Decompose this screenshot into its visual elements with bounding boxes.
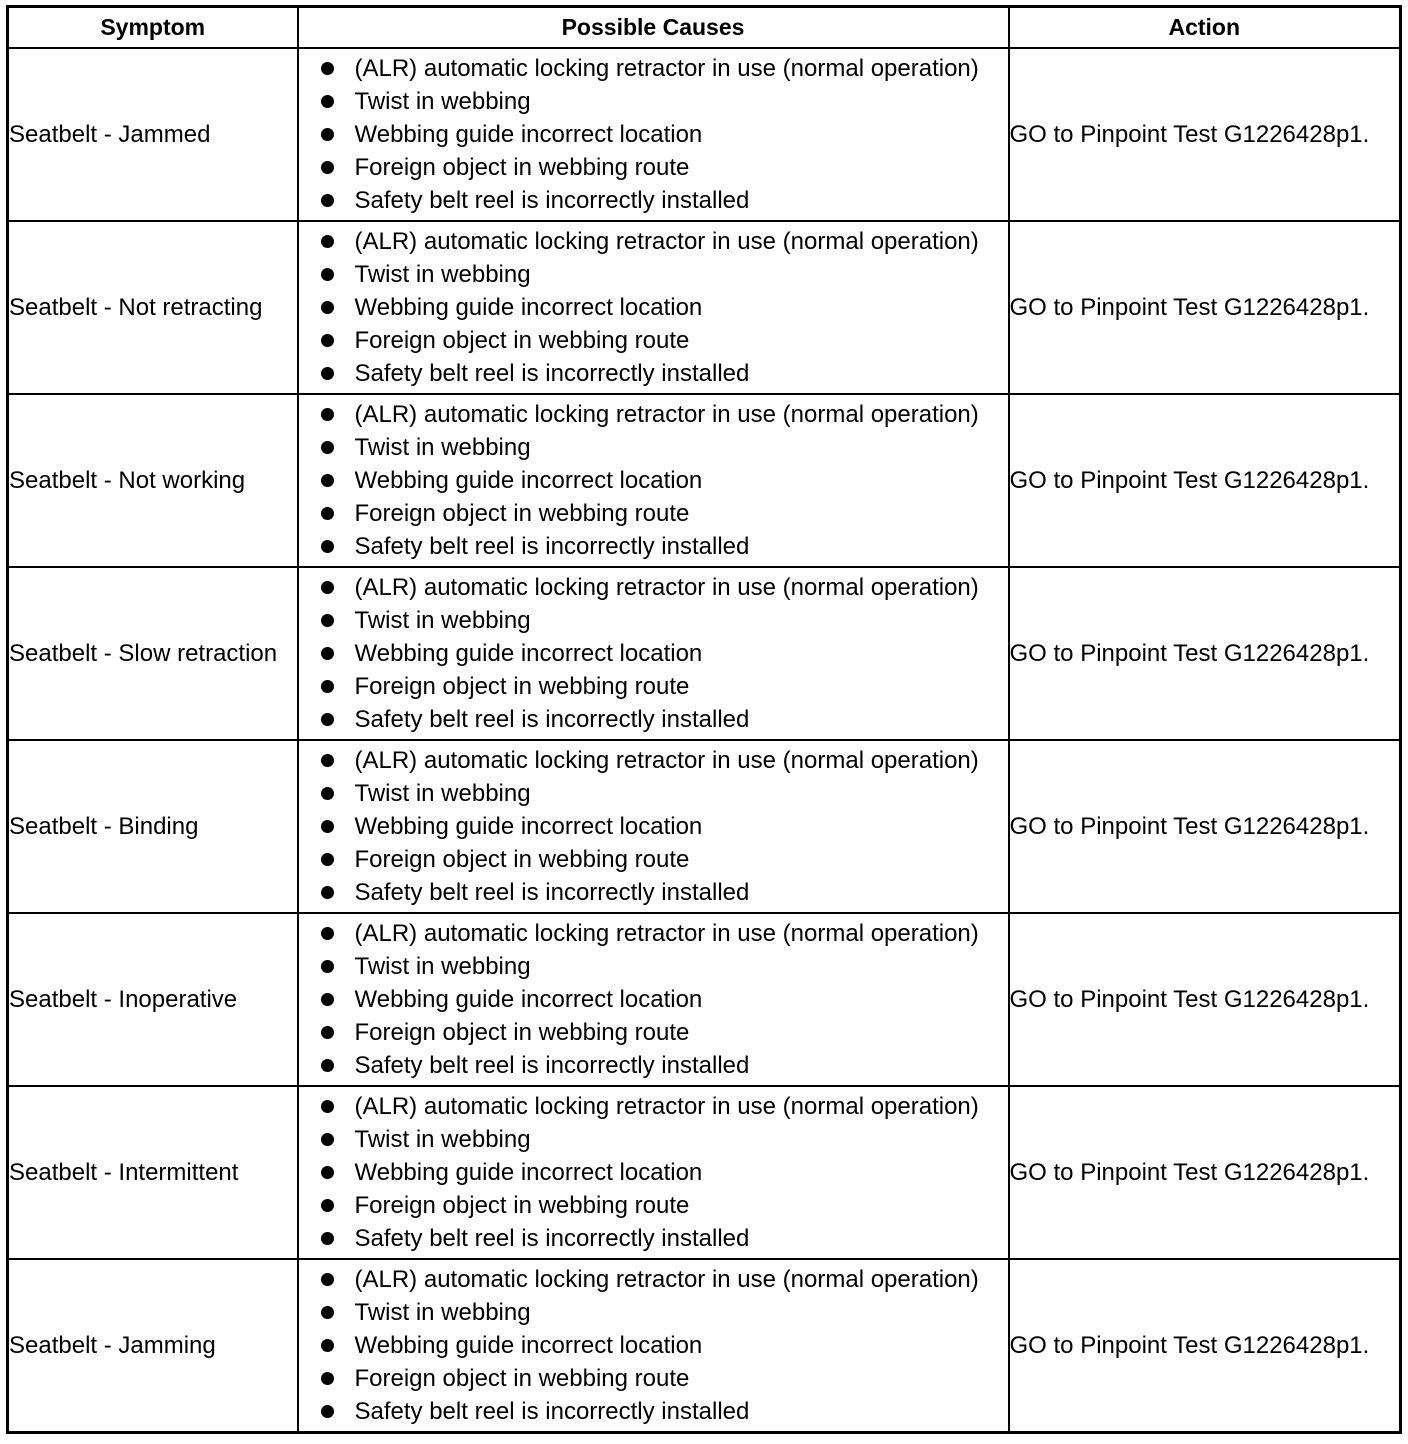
bullet-icon bbox=[321, 194, 334, 207]
cause-text: Foreign object in webbing route bbox=[354, 1019, 690, 1046]
cause-text: Foreign object in webbing route bbox=[354, 500, 690, 527]
cause-item bbox=[321, 1049, 1008, 1082]
bullet-icon bbox=[321, 1306, 334, 1319]
cause-text: Foreign object in webbing route bbox=[354, 1192, 690, 1219]
bullet-icon bbox=[321, 1133, 334, 1146]
action-cell: GO to Pinpoint Test G1226428p1. bbox=[1009, 913, 1401, 1086]
cause-item bbox=[321, 530, 1008, 563]
table-row bbox=[8, 913, 1401, 1086]
symptom-cell: Seatbelt - Jammed bbox=[8, 48, 298, 221]
bullet-icon bbox=[321, 927, 334, 940]
cause-text: Twist in webbing bbox=[354, 88, 531, 115]
table-row bbox=[8, 394, 1401, 567]
action-cell: GO to Pinpoint Test G1226428p1. bbox=[1009, 1259, 1401, 1433]
symptom-cell: Seatbelt - Intermittent bbox=[8, 1086, 298, 1259]
cause-item bbox=[321, 324, 1008, 357]
header-row bbox=[8, 7, 1401, 49]
cause-item bbox=[321, 1329, 1008, 1362]
bullet-icon bbox=[321, 1405, 334, 1418]
causes-list bbox=[299, 744, 1008, 909]
cause-text: (ALR) automatic locking retractor in use (normal operation) bbox=[354, 1093, 979, 1120]
cause-item bbox=[321, 398, 1008, 431]
bullet-icon bbox=[321, 1232, 334, 1245]
cause-item bbox=[321, 1395, 1008, 1428]
cause-item bbox=[321, 1156, 1008, 1189]
cause-item bbox=[321, 876, 1008, 909]
cause-item bbox=[321, 151, 1008, 184]
causes-list bbox=[299, 52, 1008, 217]
cause-item bbox=[321, 810, 1008, 843]
bullet-icon bbox=[321, 1372, 334, 1385]
cause-text: Webbing guide incorrect location bbox=[354, 640, 703, 667]
cause-item bbox=[321, 1123, 1008, 1156]
bullet-icon bbox=[321, 128, 334, 141]
cause-text: (ALR) automatic locking retractor in use (normal operation) bbox=[354, 228, 979, 255]
bullet-icon bbox=[321, 507, 334, 520]
header-symptom: Symptom bbox=[8, 7, 298, 49]
cause-text: Foreign object in webbing route bbox=[354, 154, 690, 181]
causes-cell bbox=[298, 1086, 1009, 1259]
cause-text: Safety belt reel is incorrectly installed bbox=[354, 706, 750, 733]
cause-item bbox=[321, 1222, 1008, 1255]
bullet-icon bbox=[321, 820, 334, 833]
bullet-icon bbox=[321, 540, 334, 553]
cause-item bbox=[321, 52, 1008, 85]
bullet-icon bbox=[321, 680, 334, 693]
bullet-icon bbox=[321, 581, 334, 594]
table-row bbox=[8, 1086, 1401, 1259]
causes-cell bbox=[298, 221, 1009, 394]
cause-text: Webbing guide incorrect location bbox=[354, 467, 703, 494]
bullet-icon bbox=[321, 1199, 334, 1212]
cause-item bbox=[321, 571, 1008, 604]
bullet-icon bbox=[321, 367, 334, 380]
cause-item bbox=[321, 1090, 1008, 1123]
causes-list bbox=[299, 571, 1008, 736]
table-row bbox=[8, 567, 1401, 740]
cause-text: Webbing guide incorrect location bbox=[354, 1159, 703, 1186]
bullet-icon bbox=[321, 993, 334, 1006]
cause-item bbox=[321, 843, 1008, 876]
action-cell: GO to Pinpoint Test G1226428p1. bbox=[1009, 740, 1401, 913]
bullet-icon bbox=[321, 334, 334, 347]
cause-text: Safety belt reel is incorrectly installed bbox=[354, 879, 750, 906]
cause-item bbox=[321, 184, 1008, 217]
action-cell: GO to Pinpoint Test G1226428p1. bbox=[1009, 48, 1401, 221]
cause-text: Foreign object in webbing route bbox=[354, 1365, 690, 1392]
cause-text: Twist in webbing bbox=[354, 780, 531, 807]
table-row bbox=[8, 221, 1401, 394]
cause-text: Twist in webbing bbox=[354, 953, 531, 980]
causes-list bbox=[299, 917, 1008, 1082]
header-possible-causes: Possible Causes bbox=[298, 7, 1009, 49]
cause-text: Twist in webbing bbox=[354, 261, 531, 288]
cause-text: Safety belt reel is incorrectly installed bbox=[354, 1225, 750, 1252]
bullet-icon bbox=[321, 441, 334, 454]
cause-text: (ALR) automatic locking retractor in use (normal operation) bbox=[354, 920, 979, 947]
table-row bbox=[8, 740, 1401, 913]
cause-text: Safety belt reel is incorrectly installed bbox=[354, 1052, 750, 1079]
action-cell: GO to Pinpoint Test G1226428p1. bbox=[1009, 1086, 1401, 1259]
cause-item bbox=[321, 1296, 1008, 1329]
cause-item bbox=[321, 431, 1008, 464]
cause-text: (ALR) automatic locking retractor in use (normal operation) bbox=[354, 1266, 979, 1293]
cause-item bbox=[321, 1362, 1008, 1395]
bullet-icon bbox=[321, 235, 334, 248]
causes-list bbox=[299, 398, 1008, 563]
cause-text: Safety belt reel is incorrectly installed bbox=[354, 360, 750, 387]
bullet-icon bbox=[321, 301, 334, 314]
cause-item bbox=[321, 85, 1008, 118]
cause-text: Safety belt reel is incorrectly installed bbox=[354, 187, 750, 214]
cause-item bbox=[321, 258, 1008, 291]
cause-text: (ALR) automatic locking retractor in use (normal operation) bbox=[354, 401, 979, 428]
cause-item bbox=[321, 1016, 1008, 1049]
bullet-icon bbox=[321, 614, 334, 627]
bullet-icon bbox=[321, 1100, 334, 1113]
cause-text: Webbing guide incorrect location bbox=[354, 813, 703, 840]
symptom-cell: Seatbelt - Jamming bbox=[8, 1259, 298, 1433]
causes-list bbox=[299, 225, 1008, 390]
causes-list bbox=[299, 1263, 1008, 1428]
bullet-icon bbox=[321, 1339, 334, 1352]
bullet-icon bbox=[321, 1026, 334, 1039]
cause-text: Twist in webbing bbox=[354, 607, 531, 634]
causes-cell bbox=[298, 48, 1009, 221]
symptom-cell: Seatbelt - Not working bbox=[8, 394, 298, 567]
causes-cell bbox=[298, 1259, 1009, 1433]
causes-list bbox=[299, 1090, 1008, 1255]
table-row bbox=[8, 1259, 1401, 1433]
symptom-cell: Seatbelt - Slow retraction bbox=[8, 567, 298, 740]
cause-item bbox=[321, 1263, 1008, 1296]
cause-item bbox=[321, 291, 1008, 324]
bullet-icon bbox=[321, 62, 334, 75]
cause-item bbox=[321, 917, 1008, 950]
cause-text: Foreign object in webbing route bbox=[354, 327, 690, 354]
bullet-icon bbox=[321, 474, 334, 487]
cause-text: Safety belt reel is incorrectly installed bbox=[354, 533, 750, 560]
action-cell: GO to Pinpoint Test G1226428p1. bbox=[1009, 567, 1401, 740]
cause-item bbox=[321, 950, 1008, 983]
cause-item bbox=[321, 744, 1008, 777]
bullet-icon bbox=[321, 1273, 334, 1286]
cause-item bbox=[321, 703, 1008, 736]
cause-item bbox=[321, 983, 1008, 1016]
cause-text: Twist in webbing bbox=[354, 434, 531, 461]
table-row bbox=[8, 48, 1401, 221]
bullet-icon bbox=[321, 1166, 334, 1179]
cause-text: Foreign object in webbing route bbox=[354, 846, 690, 873]
cause-item bbox=[321, 357, 1008, 390]
cause-item bbox=[321, 637, 1008, 670]
causes-cell bbox=[298, 394, 1009, 567]
cause-item bbox=[321, 497, 1008, 530]
cause-item bbox=[321, 777, 1008, 810]
cause-item bbox=[321, 225, 1008, 258]
symptom-cell: Seatbelt - Inoperative bbox=[8, 913, 298, 1086]
cause-item bbox=[321, 464, 1008, 497]
cause-text: Safety belt reel is incorrectly installed bbox=[354, 1398, 750, 1425]
cause-text: Webbing guide incorrect location bbox=[354, 1332, 703, 1359]
action-cell: GO to Pinpoint Test G1226428p1. bbox=[1009, 221, 1401, 394]
cause-item bbox=[321, 118, 1008, 151]
cause-text: (ALR) automatic locking retractor in use (normal operation) bbox=[354, 55, 979, 82]
symptom-cell: Seatbelt - Not retracting bbox=[8, 221, 298, 394]
cause-text: Webbing guide incorrect location bbox=[354, 294, 703, 321]
causes-cell bbox=[298, 913, 1009, 1086]
bullet-icon bbox=[321, 408, 334, 421]
cause-text: Foreign object in webbing route bbox=[354, 673, 690, 700]
causes-cell bbox=[298, 567, 1009, 740]
symptom-cell: Seatbelt - Binding bbox=[8, 740, 298, 913]
bullet-icon bbox=[321, 161, 334, 174]
action-cell: GO to Pinpoint Test G1226428p1. bbox=[1009, 394, 1401, 567]
header-action: Action bbox=[1009, 7, 1401, 49]
cause-item bbox=[321, 604, 1008, 637]
cause-item bbox=[321, 670, 1008, 703]
bullet-icon bbox=[321, 960, 334, 973]
cause-item bbox=[321, 1189, 1008, 1222]
cause-text: Twist in webbing bbox=[354, 1126, 531, 1153]
bullet-icon bbox=[321, 886, 334, 899]
diagnostic-table bbox=[6, 5, 1402, 1434]
bullet-icon bbox=[321, 853, 334, 866]
cause-text: (ALR) automatic locking retractor in use (normal operation) bbox=[354, 574, 979, 601]
cause-text: Webbing guide incorrect location bbox=[354, 986, 703, 1013]
bullet-icon bbox=[321, 95, 334, 108]
table-body bbox=[8, 48, 1401, 1433]
bullet-icon bbox=[321, 713, 334, 726]
bullet-icon bbox=[321, 268, 334, 281]
bullet-icon bbox=[321, 787, 334, 800]
cause-text: Twist in webbing bbox=[354, 1299, 531, 1326]
cause-text: (ALR) automatic locking retractor in use (normal operation) bbox=[354, 747, 979, 774]
bullet-icon bbox=[321, 754, 334, 767]
cause-text: Webbing guide incorrect location bbox=[354, 121, 703, 148]
bullet-icon bbox=[321, 647, 334, 660]
bullet-icon bbox=[321, 1059, 334, 1072]
causes-cell bbox=[298, 740, 1009, 913]
